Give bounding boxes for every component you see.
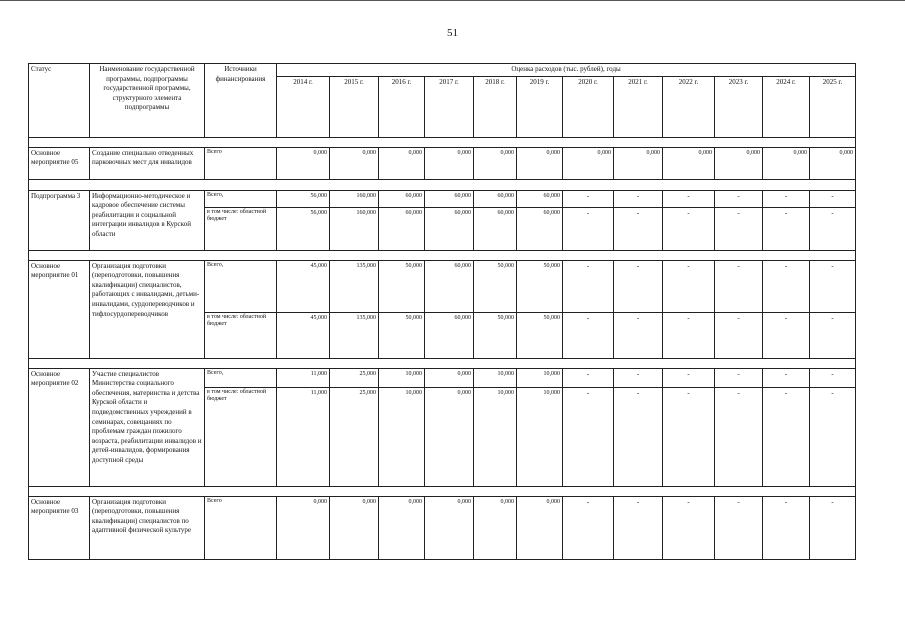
page-number: 51 bbox=[447, 27, 458, 39]
value-cell: 135,000 bbox=[330, 260, 379, 312]
value-cell: 0,000 bbox=[517, 496, 563, 559]
table-row bbox=[29, 496, 856, 559]
value-cell: - bbox=[763, 190, 810, 207]
table-row bbox=[29, 190, 856, 207]
value-cell: - bbox=[810, 190, 856, 207]
status-cell: Основное мероприятие 05 bbox=[29, 147, 90, 179]
header-year: 2020 г. bbox=[563, 76, 614, 137]
value-cell: - bbox=[614, 387, 663, 486]
spacer-cell bbox=[29, 179, 856, 190]
value-cell: 60,000 bbox=[517, 207, 563, 250]
spacer-row bbox=[29, 358, 856, 368]
header-estimate: Оценка расходов (тыс. рублей), годы bbox=[277, 64, 856, 77]
value-cell: 50,000 bbox=[379, 260, 425, 312]
value-cell: 10,000 bbox=[379, 387, 425, 486]
value-cell: 25,000 bbox=[330, 368, 379, 387]
budget-table bbox=[28, 63, 856, 560]
value-cell: - bbox=[763, 368, 810, 387]
header-year: 2018 г. bbox=[474, 76, 517, 137]
value-cell: 10,000 bbox=[379, 368, 425, 387]
header-year: 2019 г. bbox=[517, 76, 563, 137]
value-cell: 60,000 bbox=[379, 207, 425, 250]
source-cell: Всего, bbox=[205, 190, 277, 207]
value-cell: 0,000 bbox=[517, 147, 563, 179]
header-year: 2025 г. bbox=[810, 76, 856, 137]
value-cell: - bbox=[810, 207, 856, 250]
value-cell: 0,000 bbox=[810, 147, 856, 179]
value-cell: - bbox=[763, 496, 810, 559]
header-year: 2024 г. bbox=[763, 76, 810, 137]
spacer-cell bbox=[29, 137, 856, 147]
value-cell: - bbox=[563, 207, 614, 250]
value-cell: - bbox=[663, 387, 715, 486]
header-year: 2022 г. bbox=[663, 76, 715, 137]
value-cell: 11,000 bbox=[277, 387, 330, 486]
header-sources: Источники финансирования bbox=[205, 64, 277, 138]
value-cell: - bbox=[715, 368, 763, 387]
name-cell: Участие специалистов Министерства социального обеспечения, материнства и детства Курской области и подведомственных учреждений в семинарах, совещаниях по проблемам граждан пожилого возраста, реабилитации инвалидов и детей-инвалидов, формирования доступной среды bbox=[90, 368, 205, 486]
value-cell: - bbox=[663, 207, 715, 250]
value-cell: 60,000 bbox=[425, 190, 474, 207]
value-cell: 0,000 bbox=[330, 496, 379, 559]
value-cell: 10,000 bbox=[517, 368, 563, 387]
value-cell: 11,000 bbox=[277, 368, 330, 387]
value-cell: 160,000 bbox=[330, 207, 379, 250]
value-cell: 60,000 bbox=[474, 190, 517, 207]
value-cell: 45,000 bbox=[277, 312, 330, 358]
name-cell: Информационно-методическое и кадровое обеспечение системы реабилитации и социальной интеграции инвалидов в Курской области bbox=[90, 190, 205, 250]
value-cell: 10,000 bbox=[517, 387, 563, 486]
value-cell: 0,000 bbox=[474, 147, 517, 179]
table-row bbox=[29, 368, 856, 387]
value-cell: 56,000 bbox=[277, 207, 330, 250]
value-cell: - bbox=[715, 312, 763, 358]
value-cell: - bbox=[563, 368, 614, 387]
value-cell: 0,000 bbox=[379, 496, 425, 559]
value-cell: - bbox=[763, 207, 810, 250]
value-cell: 50,000 bbox=[474, 260, 517, 312]
source-cell: в том числе: областной бюджет bbox=[205, 207, 277, 250]
value-cell: - bbox=[614, 312, 663, 358]
source-cell: Всего, bbox=[205, 368, 277, 387]
value-cell: 0,000 bbox=[330, 147, 379, 179]
spacer-cell bbox=[29, 486, 856, 496]
value-cell: - bbox=[763, 312, 810, 358]
value-cell: - bbox=[810, 496, 856, 559]
status-cell: Основное мероприятие 02 bbox=[29, 368, 90, 486]
value-cell: 0,000 bbox=[425, 496, 474, 559]
header-year: 2021 г. bbox=[614, 76, 663, 137]
source-cell: в том числе: областной бюджет bbox=[205, 387, 277, 486]
value-cell: - bbox=[810, 312, 856, 358]
value-cell: - bbox=[614, 190, 663, 207]
value-cell: 56,000 bbox=[277, 190, 330, 207]
value-cell: 10,000 bbox=[474, 368, 517, 387]
value-cell: 0,000 bbox=[614, 147, 663, 179]
spacer-cell bbox=[29, 250, 856, 260]
value-cell: 60,000 bbox=[517, 190, 563, 207]
value-cell: - bbox=[563, 312, 614, 358]
spacer-row bbox=[29, 179, 856, 190]
header-status: Статус bbox=[29, 64, 90, 138]
value-cell: 25,000 bbox=[330, 387, 379, 486]
value-cell: 0,000 bbox=[715, 147, 763, 179]
value-cell: 0,000 bbox=[763, 147, 810, 179]
status-cell: Основное мероприятие 03 bbox=[29, 496, 90, 559]
header-year: 2016 г. bbox=[379, 76, 425, 137]
name-cell: Организация подготовки (переподготовки, повышения квалификации) специалистов, работающих с инвалидами, детьми-инвалидами, сурдопереводчиков и тифлосурдопереводчиков bbox=[90, 260, 205, 358]
source-cell: Всего bbox=[205, 147, 277, 179]
spacer-row bbox=[29, 137, 856, 147]
header-year: 2017 г. bbox=[425, 76, 474, 137]
value-cell: - bbox=[663, 368, 715, 387]
value-cell: 0,000 bbox=[379, 147, 425, 179]
value-cell: - bbox=[663, 260, 715, 312]
header-year: 2015 г. bbox=[330, 76, 379, 137]
value-cell: 50,000 bbox=[474, 312, 517, 358]
value-cell: - bbox=[614, 260, 663, 312]
value-cell: - bbox=[763, 260, 810, 312]
value-cell: 0,000 bbox=[425, 147, 474, 179]
header-year: 2014 г. bbox=[277, 76, 330, 137]
value-cell: 160,000 bbox=[330, 190, 379, 207]
value-cell: - bbox=[663, 312, 715, 358]
value-cell: 0,000 bbox=[277, 147, 330, 179]
spacer-row bbox=[29, 486, 856, 496]
status-cell: Основное мероприятие 01 bbox=[29, 260, 90, 358]
value-cell: - bbox=[563, 496, 614, 559]
value-cell: - bbox=[810, 260, 856, 312]
value-cell: 0,000 bbox=[563, 147, 614, 179]
name-cell: Организация подготовки (переподготовки, повышения квалификации) специалистов по адаптивной физической культуре bbox=[90, 496, 205, 559]
source-cell: в том числе: областной бюджет bbox=[205, 312, 277, 358]
value-cell: - bbox=[663, 496, 715, 559]
header-year: 2023 г. bbox=[715, 76, 763, 137]
value-cell: 0,000 bbox=[425, 368, 474, 387]
table-header bbox=[29, 64, 856, 138]
table-row bbox=[29, 147, 856, 179]
value-cell: - bbox=[614, 368, 663, 387]
value-cell: - bbox=[614, 207, 663, 250]
value-cell: - bbox=[563, 190, 614, 207]
header-name: Наименование государственной программы, подпрограммы государственной программы, структурного элемента подпрограммы bbox=[90, 64, 205, 138]
value-cell: - bbox=[715, 496, 763, 559]
value-cell: - bbox=[663, 190, 715, 207]
value-cell: 60,000 bbox=[425, 260, 474, 312]
sheet-top-edge bbox=[0, 0, 905, 1]
value-cell: - bbox=[563, 387, 614, 486]
status-cell: Подпрограмма 3 bbox=[29, 190, 90, 250]
value-cell: 60,000 bbox=[425, 312, 474, 358]
table-row bbox=[29, 260, 856, 312]
value-cell: 60,000 bbox=[379, 190, 425, 207]
value-cell: - bbox=[715, 260, 763, 312]
value-cell: - bbox=[563, 260, 614, 312]
value-cell: 60,000 bbox=[425, 207, 474, 250]
value-cell: - bbox=[715, 207, 763, 250]
source-cell: Всего bbox=[205, 496, 277, 559]
value-cell: 10,000 bbox=[474, 387, 517, 486]
spacer-cell bbox=[29, 358, 856, 368]
value-cell: 50,000 bbox=[517, 312, 563, 358]
spacer-row bbox=[29, 250, 856, 260]
name-cell: Создание специально отведенных парковочных мест для инвалидов bbox=[90, 147, 205, 179]
value-cell: - bbox=[763, 387, 810, 486]
value-cell: - bbox=[715, 190, 763, 207]
value-cell: - bbox=[810, 368, 856, 387]
value-cell: 50,000 bbox=[379, 312, 425, 358]
value-cell: 60,000 bbox=[474, 207, 517, 250]
source-cell: Всего, bbox=[205, 260, 277, 312]
value-cell: 0,000 bbox=[277, 496, 330, 559]
value-cell: 45,000 bbox=[277, 260, 330, 312]
value-cell: 0,000 bbox=[474, 496, 517, 559]
value-cell: 0,000 bbox=[663, 147, 715, 179]
value-cell: - bbox=[614, 496, 663, 559]
value-cell: - bbox=[715, 387, 763, 486]
value-cell: 0,000 bbox=[425, 387, 474, 486]
table-body bbox=[29, 137, 856, 559]
value-cell: 135,000 bbox=[330, 312, 379, 358]
value-cell: 50,000 bbox=[517, 260, 563, 312]
value-cell: - bbox=[810, 387, 856, 486]
